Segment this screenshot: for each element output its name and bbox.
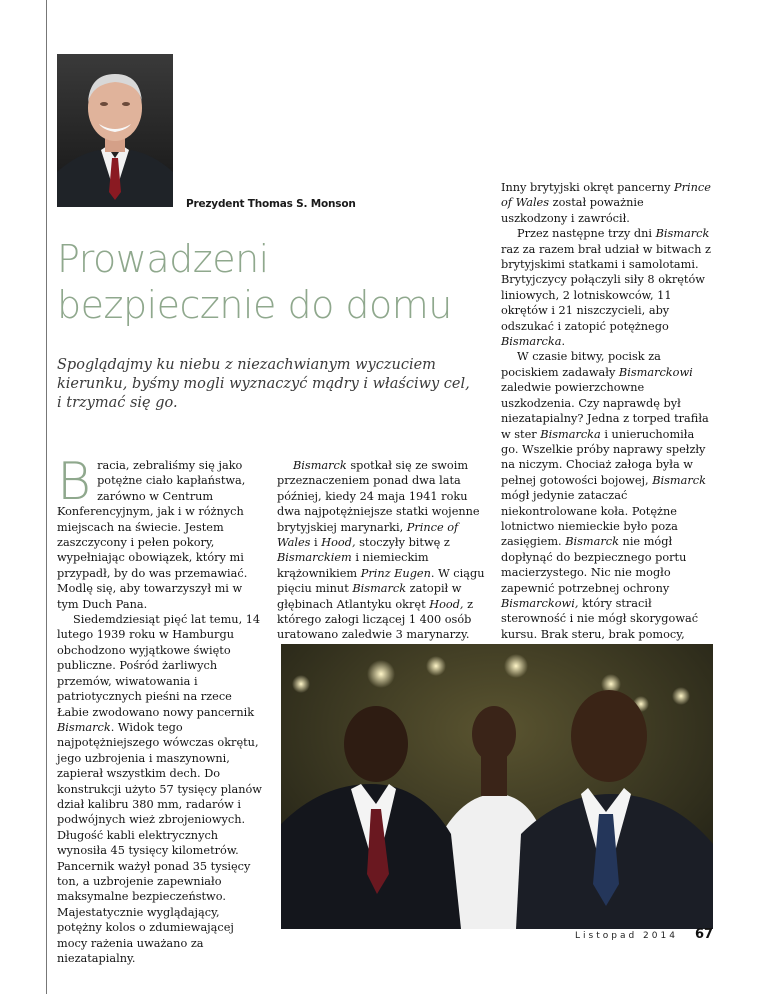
paragraph-text: Siedemdziesiąt pięć lat temu, 14 lutego 1939 roku w Hamburgu obchodzono wyjątkowe święto publiczne. Pośród żarliwych przemów, wiwatowania i patriotycznych pieśni na rzece Łabie zwodowano nowy pancernik bbox=[57, 613, 261, 719]
paragraph bbox=[57, 452, 265, 612]
footer-issue-date: Listopad 2014 bbox=[575, 931, 678, 941]
paragraph-text: spotkał się ze swoim przeznaczeniem ponad dwa lata później, kiedy 24 maja 1941 roku dwa najpotężniejsze statki wojenne brytyjskiej marynarki, bbox=[277, 459, 480, 534]
paragraph-text: stoczyły bitwę z bbox=[355, 536, 450, 550]
text-column-2 bbox=[277, 458, 487, 643]
text-column-3 bbox=[501, 180, 711, 673]
paragraph-text: raz za razem brał udział w bitwach z brytyjskimi statkami i samolotami. Brytyjczycy połączyli siły 8 okrętów liniowych, 2 lotniskowców, 11 okrętów i 21 niszczycieli, aby odszukać i zatopić potężnego bbox=[501, 242, 711, 333]
paragraph-text: i unieruchomiła go. Wszelkie próby naprawy spełzły na niczym. Chociaż załoga była w pełnej gotowości bojowej, bbox=[501, 427, 706, 487]
paragraph-text: zaledwie powierzchowne uszkodzenia. Czy naprawdę był niezatapialny? Jedna z torped trafiła w ster bbox=[501, 381, 709, 441]
paragraph-text: zatopił w głębinach Atlantyku okręt bbox=[277, 582, 462, 611]
ship-name: Bismarck bbox=[352, 582, 407, 596]
paragraph-text: i bbox=[310, 536, 322, 550]
paragraph bbox=[501, 226, 711, 349]
article-subtitle: Spoglądajmy ku niebu z niezachwianym wyczuciem kierunku, byśmy mogli wyznaczyć mądry i właściwy cel, i trzymać się go. bbox=[57, 357, 470, 411]
group-photo bbox=[281, 644, 713, 929]
ship-name: Prince of Wales bbox=[501, 181, 711, 210]
ship-name: Bismarck bbox=[652, 473, 706, 487]
ship-name: Bismarckiem bbox=[277, 551, 352, 565]
ship-name: Hood, bbox=[321, 536, 356, 550]
paragraph-text: Przez następne trzy dni bbox=[517, 227, 656, 241]
paragraph bbox=[57, 612, 265, 966]
ship-name: Hood, bbox=[429, 597, 464, 611]
article-title bbox=[57, 236, 487, 328]
ship-name: Bismarcka bbox=[540, 427, 601, 441]
paragraph-text: który stracił sterowność i nie mógł skorygować kursu. Brak steru, brak pomocy, bbox=[501, 596, 699, 641]
ship-name: Bismarcka bbox=[501, 335, 562, 349]
paragraph bbox=[501, 180, 711, 226]
title-line-1: Prowadzeni bbox=[57, 237, 269, 281]
paragraph-text: z którego załogi liczącej 1 400 osób uratowano zaledwie 3 marynarzy. bbox=[277, 597, 474, 642]
paragraph-text: . W ciągu pięciu minut bbox=[277, 566, 485, 596]
margin-rule bbox=[46, 0, 47, 994]
ship-name: Bismarck bbox=[57, 720, 111, 734]
author-caption: Prezydent Thomas S. Monson bbox=[186, 198, 356, 210]
paragraph-text: i niemieckim krążownikiem bbox=[277, 551, 429, 580]
ship-name: Bismarckowi bbox=[618, 365, 693, 379]
paragraph bbox=[501, 349, 711, 673]
paragraph-text: nie mógł dopłynąć do bezpiecznego portu macierzystego. Nic nie mogło zapewnić potrzebnej ochrony bbox=[501, 535, 687, 595]
paragraph-text: racia, zebraliśmy się jako potężne ciało kapłaństwa, zarówno w Centrum Konferencyjnym, jak i w różnych miejscach na świecie. Jestem zaszczycony i pełen pokory, wypełniając obowiązek, który mi przypadł, by do was przemawiać. Modlę się, aby towarzyszył mi w tym Duch Pana. bbox=[57, 459, 248, 611]
ship-name: Bismarck bbox=[655, 227, 710, 241]
author-portrait bbox=[57, 54, 173, 207]
paragraph-text: został poważnie uszkodzony i zawrócił. bbox=[501, 196, 644, 225]
text-column-1 bbox=[57, 452, 265, 966]
ship-name: Bismarck bbox=[565, 535, 619, 549]
paragraph-text: mógł jedynie zataczać niekontrolowane koła. Potężne lotnictwo niemieckie było poza zasięgiem. bbox=[501, 489, 678, 549]
drop-cap: B bbox=[57, 452, 92, 512]
ship-name: Prince of Wales bbox=[277, 520, 459, 550]
paragraph-text: . bbox=[561, 335, 566, 349]
ship-name: Prinz Eugen bbox=[360, 566, 431, 580]
page-number: 67 bbox=[695, 927, 714, 942]
paragraph-text: . Widok tego najpotężniejszego wówczas okrętu, jego uzbrojenia i maszynowni, zapierał wszystkim dech. Do konstrukcji użyto 57 tysięcy planów dział kalibru 380 mm, radarów i podwójnych wież zbrojeniowych. Długość kabli elektrycznych wynosiła 45 tysięcy kilometrów. Pancernik ważył ponad 35 tysięcy ton, a uzbrojenie zapewniało maksymalne bezpieczeństwo. Majestatycznie wyglądający, potężny kolos o zdumiewającej mocy rażenia uważano za niezatapialny. bbox=[57, 720, 262, 965]
title-line-2: bezpiecznie do domu bbox=[57, 283, 452, 327]
paragraph bbox=[277, 458, 487, 643]
paragraph-text: Inny brytyjski okręt pancerny bbox=[501, 181, 675, 194]
paragraph-text: W czasie bitwy, pocisk za pociskiem zadawały bbox=[501, 350, 661, 379]
ship-name: Bismarckowi, bbox=[501, 596, 579, 610]
ship-name: Bismarck bbox=[293, 459, 347, 472]
